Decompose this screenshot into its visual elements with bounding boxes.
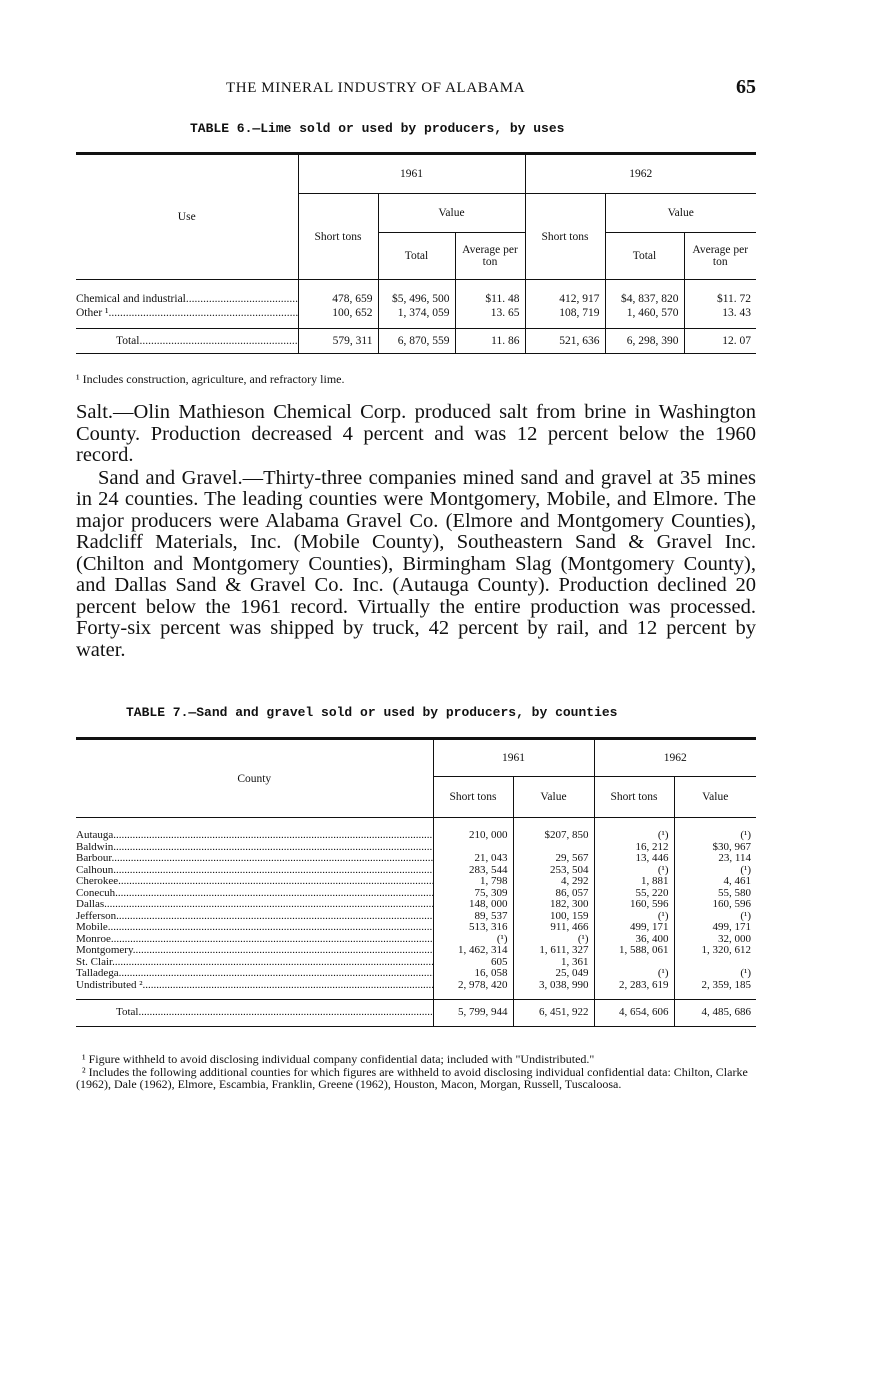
- cell: 1, 361: [513, 957, 594, 969]
- cell: 1, 798: [433, 876, 513, 888]
- row-label-cell: [76, 922, 433, 934]
- cell: 499, 171: [674, 922, 756, 934]
- table7-caption: TABLE 7.—Sand and gravel sold or used by producers, by counties: [126, 705, 618, 720]
- table-row: [76, 922, 756, 934]
- page-number: 65: [736, 76, 756, 98]
- row-label: Conecuh: [76, 887, 116, 899]
- cell: 1, 881: [594, 876, 674, 888]
- table7-footnote-2: ² Includes the following additional counties for which figures are withheld to avoid disclosing individual confidential data: Chilton, Clarke (1962), Dale (1962), Elmore, Escambia, Franklin, Greene (1962), Houston, Macon, Morgan, Russell, Tuscaloosa.: [76, 1064, 748, 1091]
- cell: 21, 043: [433, 853, 513, 865]
- table6-caption: TABLE 6.—Lime sold or used by producers, by uses: [190, 121, 565, 136]
- table7-year2-header: 1962: [594, 739, 756, 777]
- cell: 210, 000: [433, 818, 513, 842]
- row-label-cell: [76, 911, 433, 923]
- cell: 6, 451, 922: [513, 1000, 594, 1027]
- cell: 12. 07: [684, 329, 756, 354]
- cell: $207, 850: [513, 818, 594, 842]
- leader-dots: [116, 911, 433, 922]
- row-label: Monroe: [76, 933, 111, 945]
- cell: 253, 504: [513, 865, 594, 877]
- row-label: Talladega: [76, 968, 119, 979]
- cell: 605: [433, 957, 513, 969]
- cell: 1, 374, 059: [378, 306, 455, 329]
- table7-footnote-1: ¹ Figure withheld to avoid disclosing individual company confidential data; included with "Undistributed.": [82, 1052, 595, 1066]
- row-label-cell: [76, 968, 433, 980]
- row-label: Calhoun: [76, 864, 114, 876]
- sand-paragraph: [76, 468, 756, 662]
- cell: 1, 320, 612: [674, 945, 756, 957]
- row-label-cell: [76, 980, 433, 1000]
- leader-dots: [138, 1006, 433, 1018]
- leader-dots: [118, 876, 433, 887]
- leader-dots: [143, 980, 433, 991]
- cell: (¹): [674, 818, 756, 842]
- cell: 5, 799, 944: [433, 1000, 513, 1027]
- cell: 2, 283, 619: [594, 980, 674, 1000]
- row-label-cell: [76, 853, 433, 865]
- row-label-cell: [76, 1000, 433, 1027]
- sand-heading: Sand and Gravel.: [98, 466, 243, 489]
- table6-short-tons-1962: Short tons: [525, 194, 605, 280]
- cell: 182, 300: [513, 899, 594, 911]
- cell: 1, 460, 570: [605, 306, 684, 329]
- row-label: Baldwin: [76, 841, 114, 853]
- cell: 1, 462, 314: [433, 945, 513, 957]
- cell: 148, 000: [433, 899, 513, 911]
- table6-year1-header: 1961: [298, 154, 525, 194]
- table7-short-tons-1962: Short tons: [594, 777, 674, 818]
- row-label-cell: [76, 957, 433, 969]
- row-label: Total: [116, 1006, 139, 1019]
- table6-short-tons-1961: Short tons: [298, 194, 378, 280]
- table-row: [76, 899, 756, 911]
- table6-year2-header: 1962: [525, 154, 756, 194]
- leader-dots: [133, 945, 433, 956]
- cell: 412, 917: [525, 280, 605, 307]
- row-label: Jefferson: [76, 910, 117, 922]
- cell: 911, 466: [513, 922, 594, 934]
- cell: 4, 654, 606: [594, 1000, 674, 1027]
- cell: (¹): [674, 865, 756, 877]
- cell: 4, 485, 686: [674, 1000, 756, 1027]
- cell: (¹): [674, 911, 756, 923]
- row-label: Mobile: [76, 922, 108, 933]
- cell: 25, 049: [513, 968, 594, 980]
- table6-value-1962: Value: [605, 194, 756, 233]
- table-row: [76, 876, 756, 888]
- table7: [76, 737, 756, 1027]
- cell: $11. 72: [684, 280, 756, 307]
- cell: 3, 038, 990: [513, 980, 594, 1000]
- row-label: Dallas: [76, 899, 105, 910]
- cell: 13. 43: [684, 306, 756, 329]
- row-label: Barbour: [76, 853, 112, 864]
- body-text: [76, 402, 756, 661]
- table-row: [76, 818, 756, 842]
- salt-heading: Salt.: [76, 401, 114, 423]
- row-label: Other ¹: [76, 307, 109, 319]
- row-label-cell: [76, 945, 433, 957]
- row-label-cell: [76, 842, 433, 854]
- cell: $4, 837, 820: [605, 280, 684, 307]
- leader-dots: [112, 957, 433, 968]
- table-row: [76, 280, 756, 307]
- row-label: Cherokee: [76, 876, 119, 887]
- table6-average-1961: Average per ton: [455, 233, 525, 280]
- cell: 11. 86: [455, 329, 525, 354]
- table6-total-1961: Total: [378, 233, 455, 280]
- row-label: Chemical and industrial: [76, 293, 186, 305]
- table6-total-1962: Total: [605, 233, 684, 280]
- leader-dots: [111, 934, 433, 945]
- table-row: [76, 306, 756, 329]
- table-row: [76, 853, 756, 865]
- table7-footnotes: [76, 1053, 756, 1091]
- cell: 100, 159: [513, 911, 594, 923]
- cell: 13, 446: [594, 853, 674, 865]
- row-label-cell: [76, 865, 433, 877]
- cell: 23, 114: [674, 853, 756, 865]
- cell: 36, 400: [594, 934, 674, 946]
- table6-value-1961: Value: [378, 194, 525, 233]
- cell: 4, 292: [513, 876, 594, 888]
- cell: 478, 659: [298, 280, 378, 307]
- leader-dots: [119, 968, 433, 979]
- salt-text: —Olin Mathieson Chemical Corp. produced salt from brine in Washington County. Production decreased 4 percent and was 12 percent below the 1960 record.: [76, 401, 756, 466]
- cell: 499, 171: [594, 922, 674, 934]
- cell: 1, 611, 327: [513, 945, 594, 957]
- cell: 1, 588, 061: [594, 945, 674, 957]
- table-total-row: [76, 1000, 756, 1027]
- cell: 513, 316: [433, 922, 513, 934]
- cell: 100, 652: [298, 306, 378, 329]
- cell: $5, 496, 500: [378, 280, 455, 307]
- row-label: Total: [116, 335, 140, 347]
- cell: $11. 48: [455, 280, 525, 307]
- cell: 6, 298, 390: [605, 329, 684, 354]
- table6: [76, 152, 756, 354]
- table6-use-header: Use: [76, 154, 298, 280]
- table7-short-tons-1961: Short tons: [433, 777, 513, 818]
- cell: (¹): [594, 968, 674, 980]
- cell: 29, 567: [513, 853, 594, 865]
- leader-dots: [113, 842, 433, 853]
- leader-dots: [104, 899, 433, 910]
- table-row: [76, 968, 756, 980]
- table-row: [76, 945, 756, 957]
- cell: 75, 309: [433, 888, 513, 900]
- cell: 108, 719: [525, 306, 605, 329]
- cell: 160, 596: [594, 899, 674, 911]
- table6-average-1962: Average per ton: [684, 233, 756, 280]
- cell: (¹): [433, 934, 513, 946]
- cell: 579, 311: [298, 329, 378, 354]
- cell: 55, 580: [674, 888, 756, 900]
- cell: 32, 000: [674, 934, 756, 946]
- salt-paragraph: [76, 402, 756, 467]
- table-row: [76, 957, 756, 969]
- cell: 2, 978, 420: [433, 980, 513, 1000]
- cell: (¹): [674, 968, 756, 980]
- row-label: St. Clair: [76, 956, 113, 968]
- table-row: [76, 980, 756, 1000]
- cell: (¹): [594, 911, 674, 923]
- row-label-cell: [76, 899, 433, 911]
- cell: 521, 636: [525, 329, 605, 354]
- cell: (¹): [594, 818, 674, 842]
- row-label-cell: [76, 876, 433, 888]
- leader-dots: [108, 922, 433, 933]
- cell: 2, 359, 185: [674, 980, 756, 1000]
- table6-footnote: ¹ Includes construction, agriculture, and refractory lime.: [76, 372, 345, 386]
- row-label: Undistributed ²: [76, 979, 143, 991]
- row-label: Autauga: [76, 829, 114, 841]
- running-title: THE MINERAL INDUSTRY OF ALABAMA: [226, 80, 526, 96]
- cell: 160, 596: [674, 899, 756, 911]
- sand-text: —Thirty-three companies mined sand and gravel at 35 mines in 24 counties. The leading counties were Montgomery, Mobile, and Elmore. The major producers were Alabama Gravel Co. (Elmore and Montgomery Counties), Radcliff Materials, Inc. (Mobile County), Southeastern Sand & Gravel Inc. (Chilton and Montgomery Counties), Birmingham Slag (Montgomery County), and Dallas Sand & Gravel Co. Inc. (Autauga County). Production declined 20 percent below the 1961 record. Virtually the entire production was processed. Forty-six percent was shipped by truck, 42 percent by rail, and 12 percent by water.: [76, 466, 756, 661]
- leader-dots: [113, 865, 433, 876]
- cell: 4, 461: [674, 876, 756, 888]
- row-label: Montgomery: [76, 945, 133, 956]
- cell: 55, 220: [594, 888, 674, 900]
- cell: 16, 212: [594, 842, 674, 854]
- table7-year1-header: 1961: [433, 739, 594, 777]
- table7-body: [76, 818, 756, 1027]
- row-label-cell: [76, 888, 433, 900]
- leader-dots: [111, 853, 433, 864]
- table-total-row: [76, 329, 756, 354]
- cell: (¹): [513, 934, 594, 946]
- table7-value-1961: Value: [513, 777, 594, 818]
- cell: (¹): [594, 865, 674, 877]
- cell: 6, 870, 559: [378, 329, 455, 354]
- table7-county-header: County: [76, 739, 433, 818]
- cell: 13. 65: [455, 306, 525, 329]
- running-head: [76, 76, 756, 100]
- cell: 283, 544: [433, 865, 513, 877]
- cell: 86, 057: [513, 888, 594, 900]
- table7-value-1962: Value: [674, 777, 756, 818]
- cell: 16, 058: [433, 968, 513, 980]
- row-label-cell: [76, 818, 433, 842]
- row-label-cell: [76, 934, 433, 946]
- leader-dots: [113, 829, 433, 841]
- leader-dots: [115, 888, 433, 899]
- cell: 89, 537: [433, 911, 513, 923]
- cell: $30, 967: [674, 842, 756, 854]
